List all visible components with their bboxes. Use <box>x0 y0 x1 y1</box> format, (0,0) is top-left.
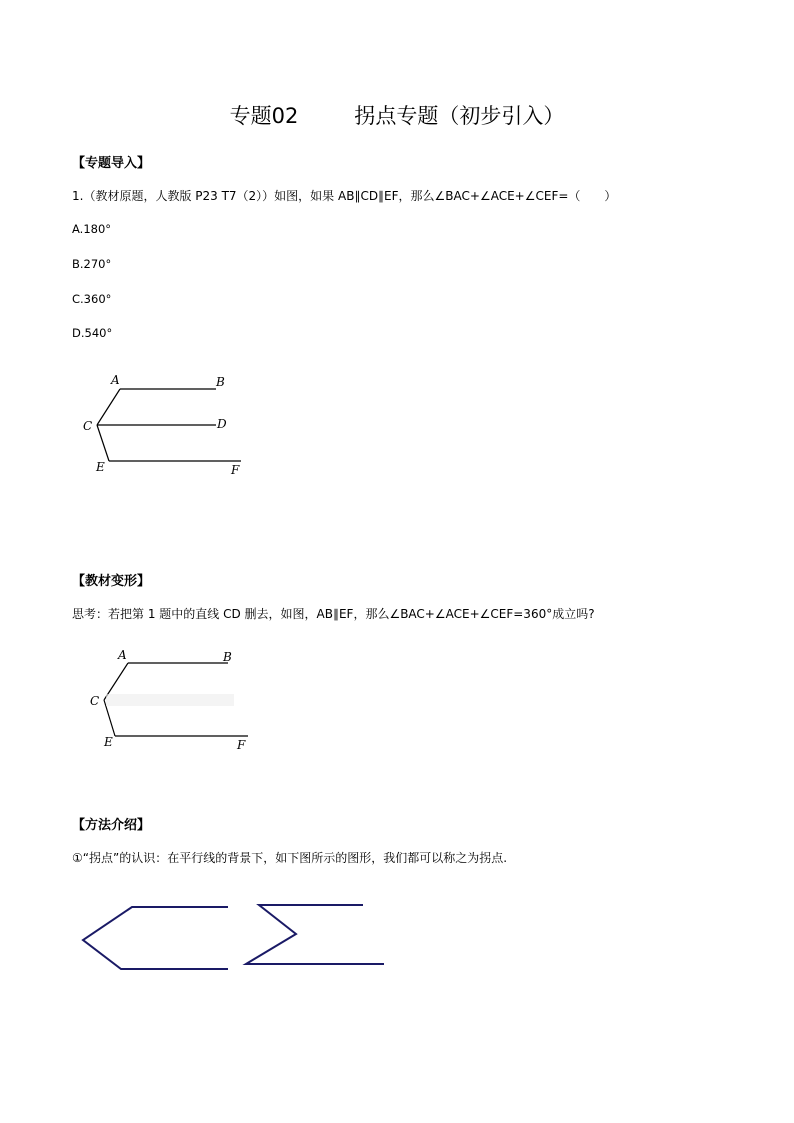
label-c: C <box>83 419 93 433</box>
label-e: E <box>104 735 113 749</box>
label-e: E <box>96 460 105 474</box>
section-heading-method: 【方法介绍】 <box>72 818 151 833</box>
label-f: F <box>231 463 240 477</box>
option-b: B.270° <box>72 257 112 271</box>
option-d: D.540° <box>72 326 113 340</box>
method-text: ①“拐点”的认识：在平行线的背景下，如下图所示的图形，我们都可以称之为拐点. <box>72 851 508 865</box>
question-think: 思考：若把第 1 题中的直线 CD 删去，如图，AB∥EF，那么∠BAC+∠ACE+∠CEF=360°成立吗? <box>72 607 595 621</box>
section-heading-variant: 【教材变形】 <box>72 574 151 589</box>
option-a: A.180° <box>72 222 112 236</box>
label-a: A <box>111 373 120 387</box>
question-1: 1.（教材原题，人教版 P23 T7（2））如图，如果 AB∥CD∥EF，那么∠BAC+∠ACE+∠CEF=（ ） <box>72 189 617 203</box>
label-c: C <box>90 694 100 708</box>
label-b: B <box>223 650 232 664</box>
section-heading-intro: 【专题导入】 <box>72 156 151 171</box>
label-f: F <box>237 738 246 752</box>
label-b: B <box>216 375 225 389</box>
arrow-shape-turning-point <box>83 907 228 969</box>
title-topic-number: 专题02 <box>229 104 299 128</box>
label-d: D <box>217 417 227 431</box>
label-a: A <box>118 648 127 662</box>
title-topic-name: 拐点专题（初步引入） <box>354 104 565 128</box>
sigma-shape-turning-point <box>246 905 384 964</box>
option-c: C.360° <box>72 292 112 306</box>
